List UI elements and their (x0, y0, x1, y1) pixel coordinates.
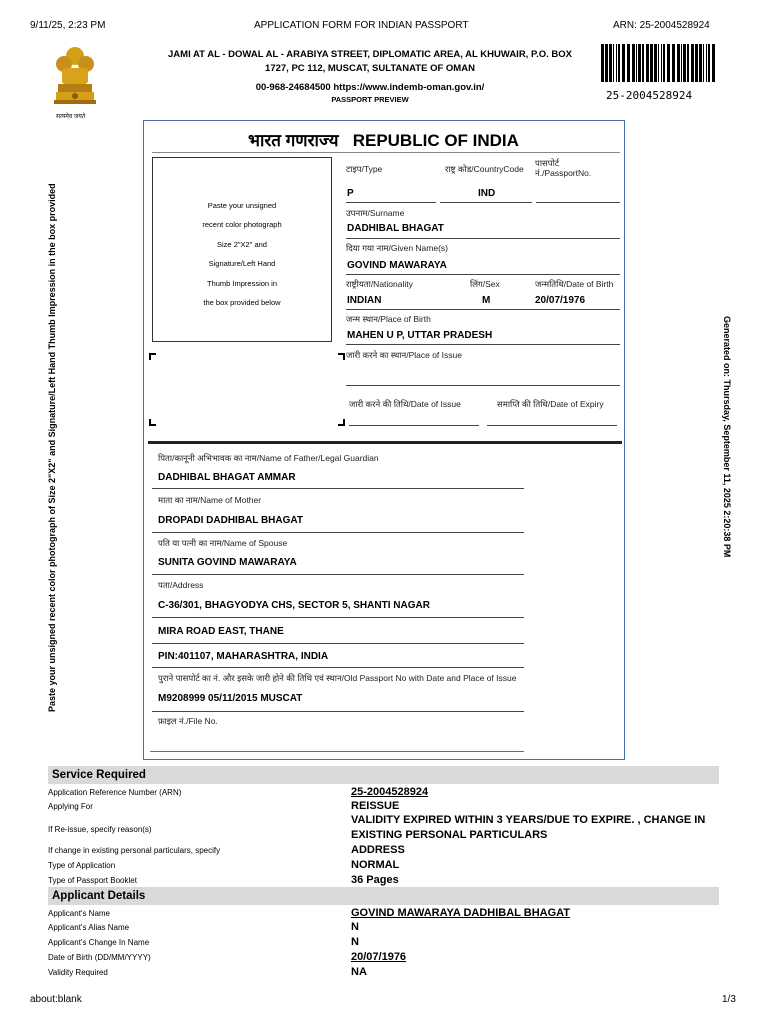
barcode (600, 44, 716, 82)
address-line-1-value: C-36/301, BHAGYODYA CHS, SECTOR 5, SHANTI NAGAR (158, 600, 430, 611)
dob-label: जन्मतिथि/Date of Birth (535, 279, 614, 289)
address-line-3-value: PIN:401107, MAHARASHTRA, INDIA (158, 651, 329, 662)
row-label: If change in existing personal particulars, specify (48, 846, 221, 855)
type-label: टाइप/Type (346, 164, 383, 174)
photo-instructions (152, 196, 332, 312)
row-label: Validity Required (48, 968, 108, 977)
instruction-line: Paste your unsigned (207, 201, 277, 210)
applicant-details-heading: Applicant Details (48, 887, 719, 905)
father-value: DADHIBAL BHAGAT AMMAR (158, 472, 296, 483)
passport-no-label-hindi: पासपोर्ट (535, 158, 560, 168)
row-label: Type of Passport Booklet (48, 876, 137, 885)
address-label: पता/Address (158, 580, 204, 590)
signature-corner (338, 353, 345, 360)
row-value: NORMAL (351, 859, 400, 871)
passport-title (248, 128, 519, 151)
row-value: NA (351, 966, 367, 978)
national-emblem-icon (48, 42, 102, 114)
date-of-expiry-label: समाप्ति की तिथि/Date of Expiry (497, 399, 604, 409)
passport-preview-label: PASSPORT PREVIEW (331, 95, 409, 104)
signature-corner (149, 419, 156, 426)
place-of-birth-label: जन्म स्थान/Place of Birth (346, 314, 431, 324)
passport-no-label-english: नं./PassportNo. (535, 168, 592, 178)
mother-value: DROPADI DADHIBAL BHAGAT (158, 515, 303, 526)
row-label: Date of Birth (DD/MM/YYYY) (48, 953, 151, 962)
row-value: N (351, 921, 359, 933)
sex-label: लिंग/Sex (470, 279, 500, 289)
footer-url: about:blank (30, 994, 82, 1005)
row-label: Application Reference Number (ARN) (48, 788, 182, 797)
sex-value: M (482, 295, 491, 306)
form-title: APPLICATION FORM FOR INDIAN PASSPORT (254, 20, 469, 31)
place-of-birth-value: MAHEN U P, UTTAR PRADESH (347, 330, 493, 341)
row-value: ADDRESS (351, 844, 405, 856)
row-value: 36 Pages (351, 874, 399, 886)
country-code-label: राष्ट्र कोड/CountryCode (445, 164, 524, 174)
given-name-value: GOVIND MAWARAYA (347, 260, 447, 271)
row-value: GOVIND MAWARAYA DADHIBAL BHAGAT (351, 907, 570, 919)
type-value: P (347, 188, 354, 199)
instruction-line: Size 2"X2" and (217, 239, 267, 249)
row-value: 25-2004528924 (351, 786, 429, 798)
section-divider (148, 441, 622, 444)
row-value-continued: EXISTING PERSONAL PARTICULARS (351, 829, 548, 841)
date-of-issue-label: जारी करने की तिथि/Date of Issue (349, 399, 461, 409)
row-value: 20/07/1976 (351, 951, 407, 963)
row-value: N (351, 936, 359, 948)
generated-on-text: Generated on: Thursday, September 11, 2025 2:20:38 PM (722, 316, 732, 558)
signature-corner (338, 419, 345, 426)
row-label: Applicant's Alias Name (48, 923, 130, 932)
row-label: If Re-issue, specify reason(s) (48, 825, 152, 834)
row-value: VALIDITY EXPIRED WITHIN 3 YEARS/DUE TO EXPIRE. , CHANGE IN (351, 814, 706, 826)
address-line-1: JAMI AT AL - DOWAL AL - ARABIYA STREET, DIPLOMATIC AREA, AL KHUWAIR, P.O. BOX (168, 49, 572, 60)
title-hindi: भारत गणराज्य (248, 131, 339, 150)
title-english: REPUBLIC OF INDIA (352, 131, 519, 150)
nationality-label: राष्ट्रीयता/Nationality (346, 279, 413, 289)
row-label: Applying For (48, 802, 93, 811)
row-label: Applicant's Name (48, 909, 110, 918)
signature-corner (149, 353, 156, 360)
print-datetime: 9/11/25, 2:23 PM (30, 20, 106, 31)
given-name-label: दिया गया नाम/Given Name(s) (346, 243, 449, 253)
mother-label: माता का नाम/Name of Mother (158, 495, 262, 505)
country-code-value: IND (478, 188, 496, 199)
service-required-heading: Service Required (48, 766, 719, 784)
surname-label: उपनाम/Surname (346, 208, 405, 218)
old-passport-value: M9208999 05/11/2015 MUSCAT (158, 693, 303, 704)
passport-no-label (535, 158, 591, 178)
footer-page-number: 1/3 (722, 994, 736, 1005)
side-instruction-text: Paste your unsigned recent color photograph of Size 2"X2" and Signature/Left Hand Thumb Impression in the box provided (47, 183, 57, 712)
file-no-label: फ़ाइल नं./File No. (158, 716, 218, 726)
instruction-line: Signature/Left Hand (208, 259, 276, 269)
arn-header: ARN: 25-2004528924 (613, 20, 710, 31)
address-line-2: 1727, PC 112, MUSCAT, SULTANATE OF OMAN (265, 63, 475, 74)
spouse-label: पति या पत्नी का नाम/Name of Spouse (158, 538, 288, 548)
father-label: पिता/कानूनी अभिभावक का नाम/Name of Father/Legal Guardian (158, 453, 379, 463)
row-label: Type of Application (48, 861, 116, 870)
embassy-contact: 00-968-24684500 https://www.indemb-oman.gov.in/ (255, 82, 485, 93)
spouse-value: SUNITA GOVIND MAWARAYA (158, 557, 297, 568)
row-label: Applicant's Change In Name (48, 938, 150, 947)
place-of-issue-label: जारी करने का स्थान/Place of Issue (346, 350, 462, 360)
dob-value: 20/07/1976 (535, 295, 586, 306)
embassy-address (160, 48, 580, 76)
instruction-line: the box provided below (203, 298, 281, 308)
instruction-line: Thumb Impression in (206, 278, 278, 288)
old-passport-label: पुराने पासपोर्ट का नं. और इसके जारी होने की तिथि एवं स्थान/Old Passport No with Date and Place of Issue (158, 673, 517, 683)
instruction-line: recent color photograph (202, 220, 282, 230)
surname-value: DADHIBAL BHAGAT (347, 223, 444, 234)
row-value: REISSUE (351, 800, 400, 812)
address-line-2-value: MIRA ROAD EAST, THANE (158, 626, 284, 637)
nationality-value: INDIAN (347, 295, 382, 306)
emblem-motto: सत्यमेव जयते (56, 114, 86, 120)
barcode-text: 25-2004528924 (606, 89, 693, 102)
